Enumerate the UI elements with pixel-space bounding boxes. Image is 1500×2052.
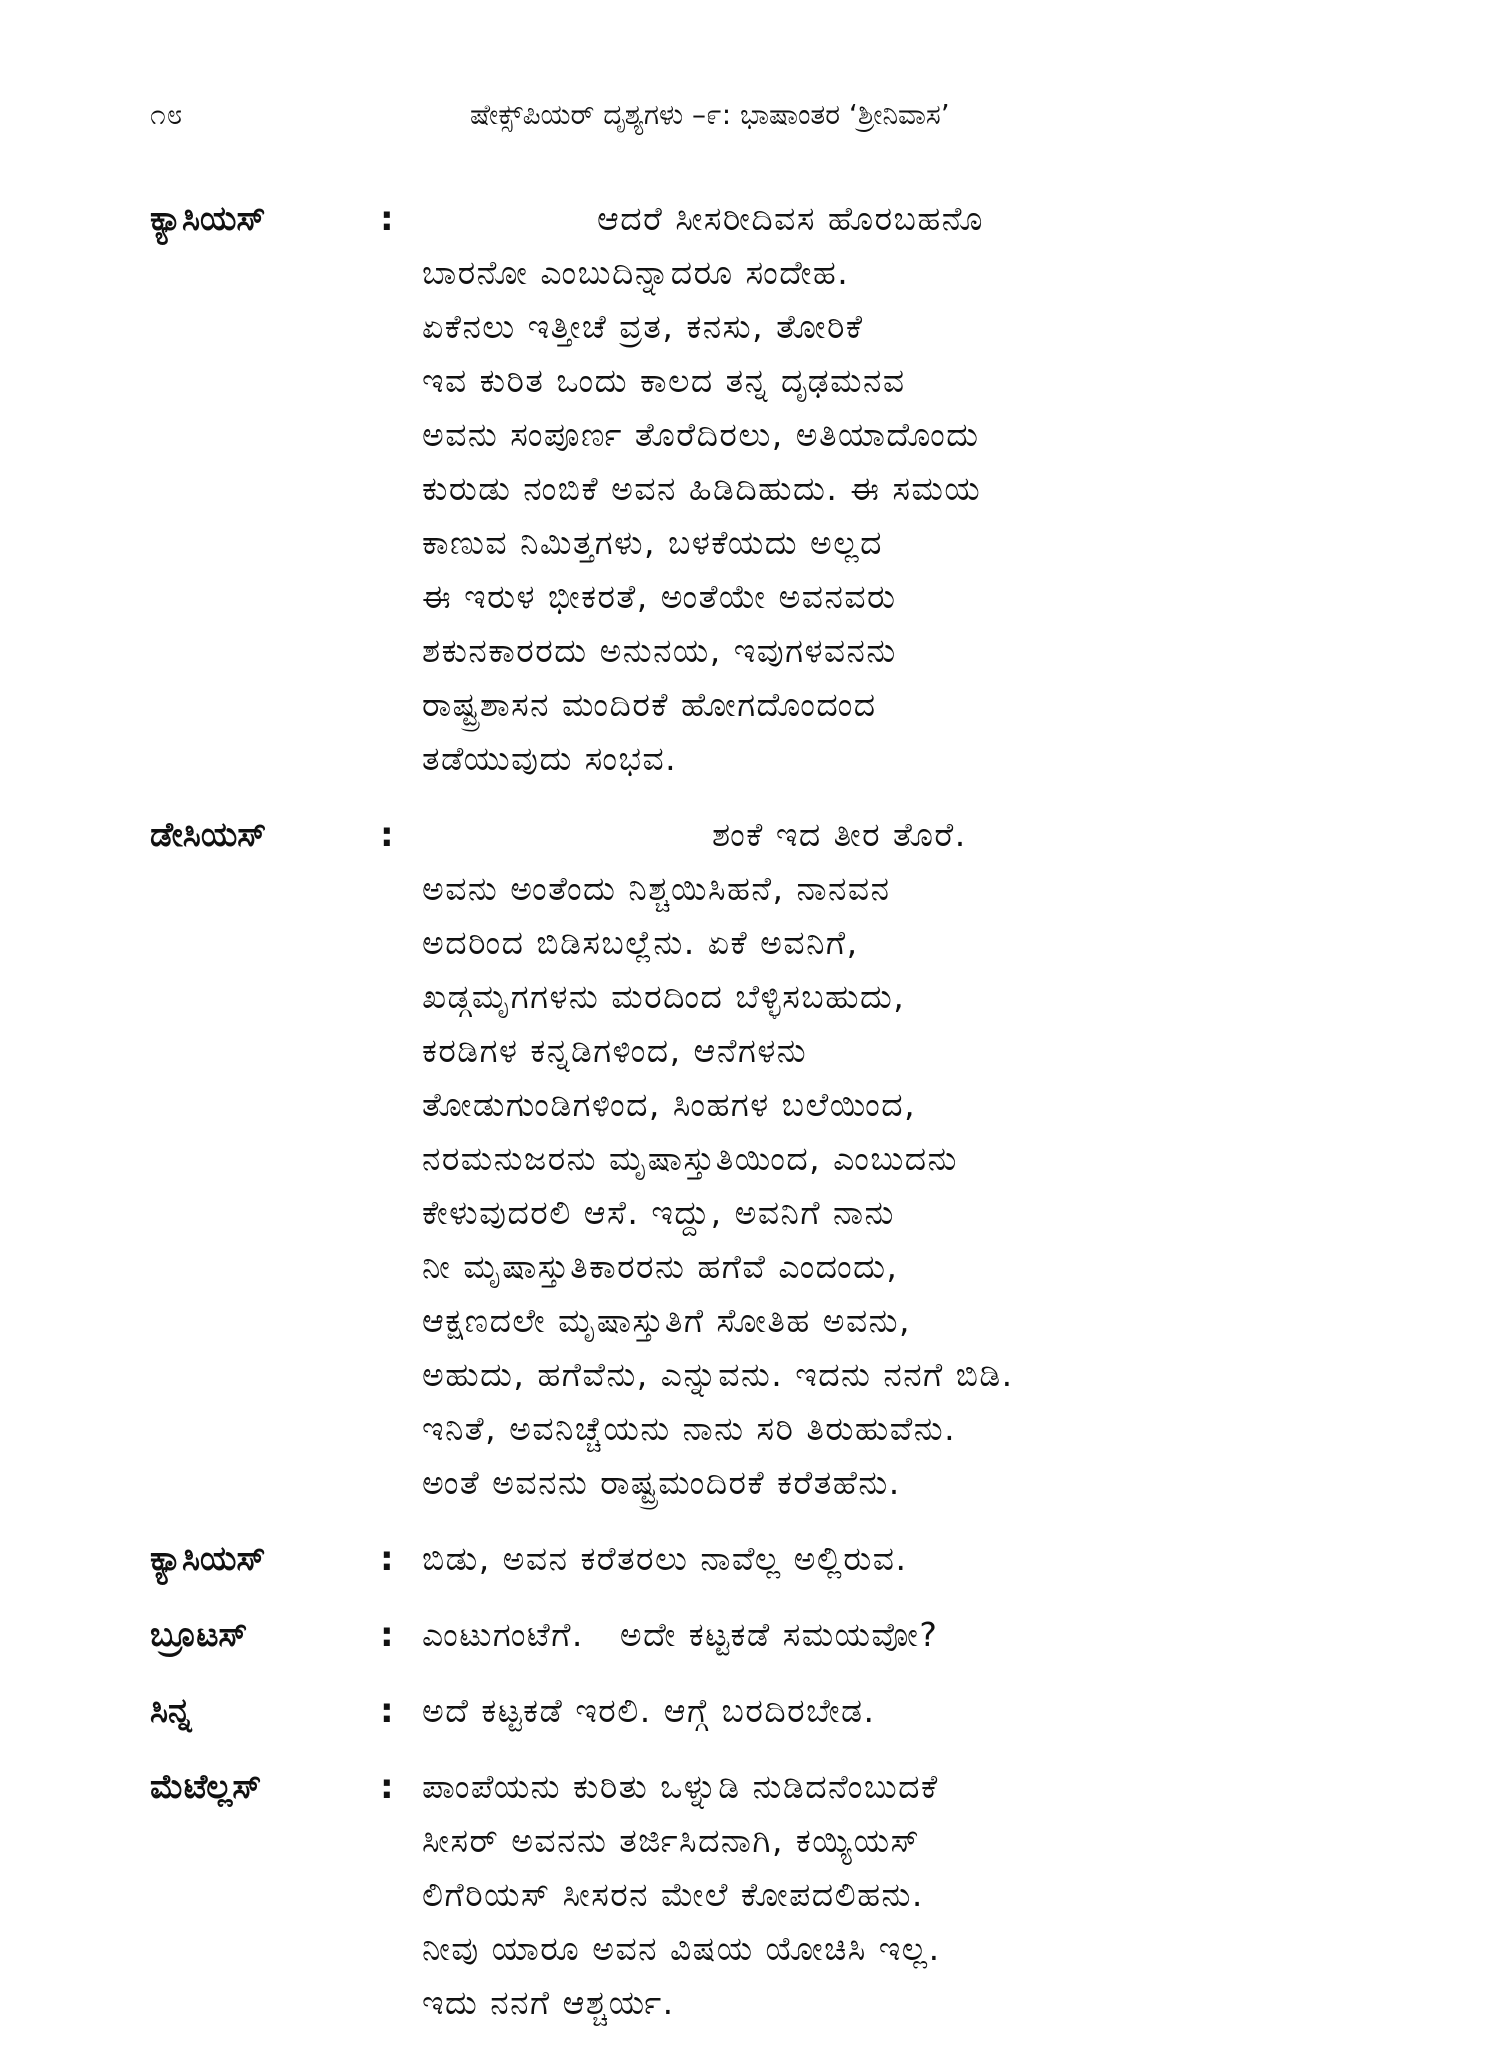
speaker-name: ಕ್ಯಾಸಿಯಸ್ bbox=[150, 199, 266, 239]
speaker-name: ಬ್ರೂಟಸ್ bbox=[150, 1615, 248, 1655]
running-title: ಷೇಕ್ಸ್‌ಪಿಯರ್ ದೃಶ್ಯಗಳು –೯: ಭಾಷಾಂತರ ‘ಶ್ರೀನಿವಾಸ’ bbox=[470, 98, 950, 131]
verse-line: ನೀ ಮೃಷಾಸ್ತುತಿಕಾರರನು ಹಗೆವೆ ಎಂದಂದು, bbox=[422, 1247, 899, 1286]
speaker-colon: : bbox=[380, 199, 394, 239]
verse-line: ಅದರಿಂದ ಬಿಡಿಸಬಲ್ಲೆನು. ಏಕೆ ಅವನಿಗೆ, bbox=[422, 923, 859, 962]
speech-block bbox=[150, 808, 1350, 1510]
verse-line: ಎಂಟುಗಂಟೆಗೆ. ಅದೇ ಕಟ್ಟಕಡೆ ಸಮಯವೋ? bbox=[422, 1615, 939, 1654]
verse-line: ಲಿಗೆರಿಯಸ್ ಸೀಸರನ ಮೇಲೆ ಕೋಪದಲಿಹನು. bbox=[422, 1875, 924, 1914]
verse-line: ಅಂತೆ ಅವನನು ರಾಷ್ಟ್ರಮಂದಿರಕೆ ಕರೆತಹೆನು. bbox=[422, 1463, 901, 1502]
speaker-name: ಕ್ಯಾಸಿಯಸ್ bbox=[150, 1539, 266, 1579]
verse-line: ಅದೆ ಕಟ್ಟಕಡೆ ಇರಲಿ. ಆಗ್ಗೆ ಬರದಿರಬೇಡ. bbox=[422, 1691, 876, 1730]
speaker-colon: : bbox=[380, 1691, 394, 1731]
verse-line: ನೀವು ಯಾರೂ ಅವನ ವಿಷಯ ಯೋಚಿಸಿ ಇಲ್ಲ. bbox=[422, 1929, 941, 1968]
page-header bbox=[150, 98, 1300, 138]
page-number: ೧೮ bbox=[150, 98, 184, 131]
verse-line: ಅಹುದು, ಹಗೆವೆನು, ಎನ್ನುವನು. ಇದನು ನನಗೆ ಬಿಡಿ. bbox=[422, 1355, 1014, 1394]
verse-line: ಶಕುನಕಾರರದು ಅನುನಯ, ಇವುಗಳವನನು bbox=[422, 631, 897, 670]
speech-block bbox=[150, 1608, 1350, 1662]
verse-line: ನರಮನುಜರನು ಮೃಷಾಸ್ತುತಿಯಿಂದ, ಎಂಬುದನು bbox=[422, 1139, 958, 1178]
speaker-colon: : bbox=[380, 1767, 394, 1807]
speaker-name: ಡೇಸಿಯಸ್ bbox=[150, 815, 267, 855]
speech-block bbox=[150, 192, 1350, 786]
verse-line: ತೋಡುಗುಂಡಿಗಳಿಂದ, ಸಿಂಹಗಳ ಬಲೆಯಿಂದ, bbox=[422, 1085, 917, 1124]
verse-line: ಈ ಇರುಳ ಭೀಕರತೆ, ಅಂತೆಯೇ ಅವನವರು bbox=[422, 577, 897, 616]
speaker-colon: : bbox=[380, 1615, 394, 1655]
verse-line: ಏಕೆನಲು ಇತ್ತೀಚೆ ವ್ರತ, ಕನಸು, ತೋರಿಕೆ bbox=[422, 307, 864, 346]
speech-block bbox=[150, 1532, 1350, 1586]
verse-line: ಬಾರನೋ ಎಂಬುದಿನ್ನಾದರೂ ಸಂದೇಹ. bbox=[422, 253, 850, 292]
verse-line: ಅವನು ಸಂಪೂರ್ಣ ತೊರೆದಿರಲು, ಅತಿಯಾದೊಂದು bbox=[422, 415, 980, 454]
speech-block bbox=[150, 1760, 1350, 2030]
speech-lines bbox=[422, 1608, 1350, 1662]
verse-line: ಇದು ನನಗೆ ಆಶ್ಚರ್ಯ. bbox=[422, 1983, 675, 2022]
speech-block bbox=[150, 1684, 1350, 1738]
play-text bbox=[150, 192, 1350, 2052]
speaker-name: ಸಿನ್ನ bbox=[150, 1691, 192, 1731]
speaker-colon: : bbox=[380, 1539, 394, 1579]
verse-line: ಕಾಣುವ ನಿಮಿತ್ತಗಳು, ಬಳಕೆಯದು ಅಲ್ಲದ bbox=[422, 523, 883, 562]
speech-lines bbox=[422, 1760, 1350, 2030]
speech-lines bbox=[422, 808, 1350, 1510]
verse-line: ಬಿಡು, ಅವನ ಕರೆತರಲು ನಾವೆಲ್ಲ ಅಲ್ಲಿರುವ. bbox=[422, 1539, 908, 1578]
speech-lines bbox=[422, 192, 1350, 786]
verse-line: ಆಕ್ಷಣದಲೇ ಮೃಷಾಸ್ತುತಿಗೆ ಸೋತಿಹ ಅವನು, bbox=[422, 1301, 912, 1340]
verse-line: ಆದರೆ ಸೀಸರೀದಿವಸ ಹೊರಬಹನೊ bbox=[597, 199, 984, 238]
speaker-name: ಮೆಟೆಲ್ಲಸ್ bbox=[150, 1767, 262, 1807]
verse-line: ಪಾಂಪೆಯನು ಕುರಿತು ಒಳ್ನುಡಿ ನುಡಿದನೆಂಬುದಕೆ bbox=[422, 1767, 939, 1806]
speech-lines bbox=[422, 1684, 1350, 1738]
verse-line: ಶಂಕೆ ಇದ ತೀರ ತೊರೆ. bbox=[712, 815, 967, 854]
speech-lines bbox=[422, 1532, 1350, 1586]
verse-line: ಅವನು ಅಂತೆಂದು ನಿಶ್ಚಯಿಸಿಹನೆ, ನಾನವನ bbox=[422, 869, 891, 908]
verse-line: ತಡೆಯುವುದು ಸಂಭವ. bbox=[422, 739, 678, 778]
verse-line: ಇನಿತೆ, ಅವನಿಚ್ಚೆಯನು ನಾನು ಸರಿ ತಿರುಹುವೆನು. bbox=[422, 1409, 957, 1448]
verse-line: ಕುರುಡು ನಂಬಿಕೆ ಅವನ ಹಿಡಿದಿಹುದು. ಈ ಸಮಯ bbox=[422, 469, 982, 508]
verse-line: ಖಡ್ಗಮೃಗಗಳನು ಮರದಿಂದ ಬೆಳ್ಳಿಸಬಹುದು, bbox=[422, 977, 906, 1016]
verse-line: ಸೀಸರ್ ಅವನನು ತರ್ಜಿಸಿದನಾಗಿ, ಕಯ್ಯಿಯಸ್ bbox=[422, 1821, 921, 1860]
verse-line: ಕರಡಿಗಳ ಕನ್ನಡಿಗಳಿಂದ, ಆನೆಗಳನು bbox=[422, 1031, 808, 1070]
verse-line: ರಾಷ್ಟ್ರಶಾಸನ ಮಂದಿರಕೆ ಹೋಗದೊಂದಂದ bbox=[422, 685, 877, 724]
verse-line: ಇವ ಕುರಿತ ಒಂದು ಕಾಲದ ತನ್ನ ದೃಢಮನವ bbox=[422, 361, 906, 400]
speaker-colon: : bbox=[380, 815, 394, 855]
verse-line: ಕೇಳುವುದರಲಿ ಆಸೆ. ಇದ್ದು, ಅವನಿಗೆ ನಾನು bbox=[422, 1193, 895, 1232]
